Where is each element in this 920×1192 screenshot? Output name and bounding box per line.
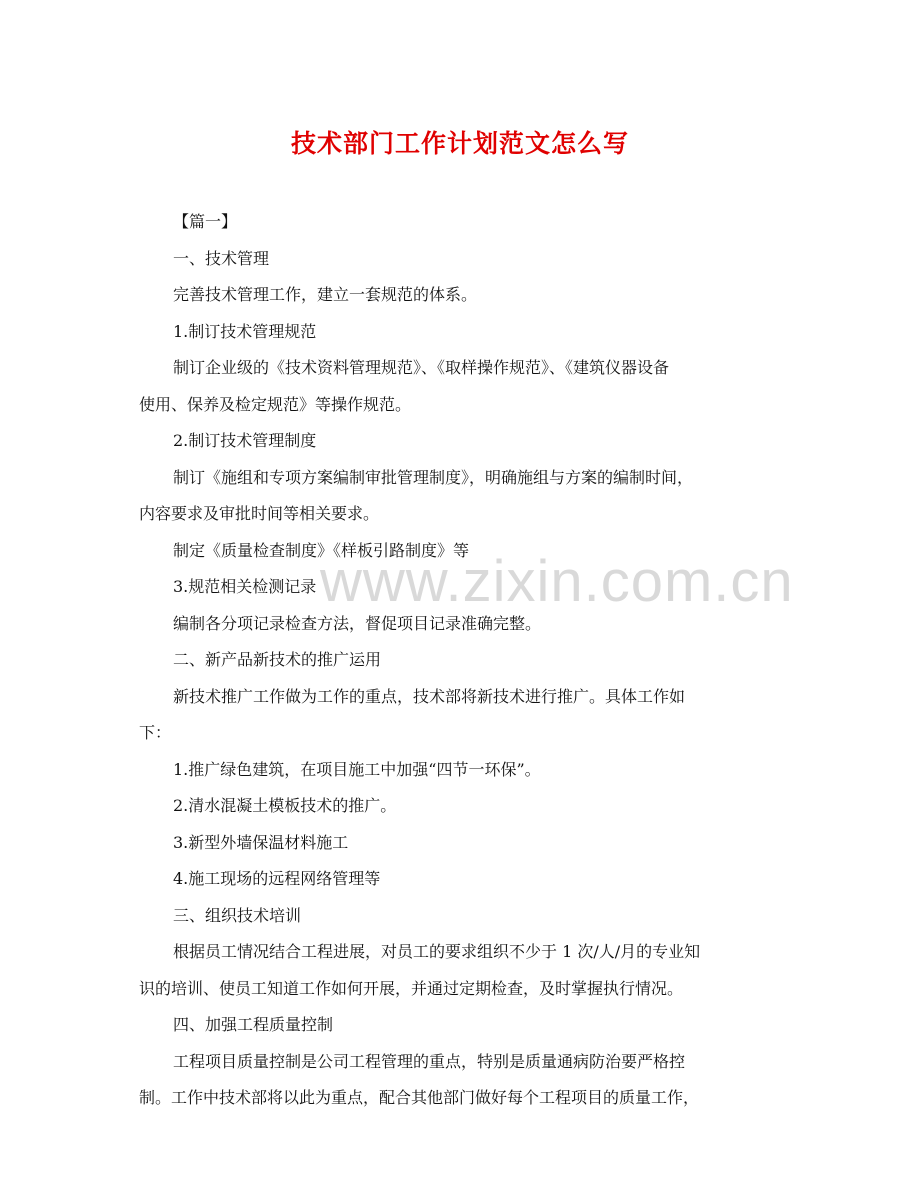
paragraph-line: 制订《施组和专项方案编制审批管理制度》，明确施组与方案的编制时间， xyxy=(173,467,694,487)
subheading: 1.制订技术管理规范 xyxy=(173,321,317,341)
watermark: www.zixin.com.cn xyxy=(320,549,794,614)
list-item: 4.施工现场的远程网络管理等 xyxy=(173,869,381,888)
list-item: 1.推广绿色建筑，在项目施工中加强“四节一环保”。 xyxy=(173,759,541,779)
list-item: 2.清水混凝土模板技术的推广。 xyxy=(173,796,397,815)
list-item: 3.新型外墙保温材料施工 xyxy=(173,832,349,852)
heading-quality-control: 四、加强工程质量控制 xyxy=(173,1015,334,1034)
paragraph-line: 使用、保养及检定规范》等操作规范。 xyxy=(139,394,412,414)
document-body xyxy=(139,204,781,1117)
paragraph-line: 识的培训、使员工知道工作如何开展，并通过定期检查，及时掌握执行情况。 xyxy=(139,978,684,998)
paragraph-line: 制。工作中技术部将以此为重点，配合其他部门做好每个工程项目的质量工作， xyxy=(139,1088,700,1107)
paragraph-line: 新技术推广工作做为工作的重点，技术部将新技术进行推广。具体工作如 xyxy=(173,686,686,706)
heading-technical-management: 一、技术管理 xyxy=(173,248,270,268)
paragraph-line: 内容要求及审批时间等相关要求。 xyxy=(139,504,380,523)
subheading: 2.制订技术管理制度 xyxy=(173,431,317,450)
paragraph: 编制各分项记录检查方法，督促项目记录准确完整。 xyxy=(173,613,542,633)
paragraph: 完善技术管理工作，建立一套规范的体系。 xyxy=(173,285,478,304)
document-title: 技术部门工作计划范文怎么写 xyxy=(290,129,629,158)
paragraph-line: 根据员工情况结合工程进展，对员工的要求组织不少于 1 次/人/月的专业知 xyxy=(173,942,701,961)
paragraph: 制定《质量检查制度》《样板引路制度》等 xyxy=(173,540,470,560)
paragraph-line: 下： xyxy=(139,723,172,742)
heading-training: 三、组织技术培训 xyxy=(173,905,302,925)
heading-new-technology: 二、新产品新技术的推广运用 xyxy=(173,650,382,669)
subheading: 3.规范相关检测记录 xyxy=(173,577,317,596)
paragraph-line: 制订企业级的《技术资料管理规范》、《取样操作规范》、《建筑仪器设备 xyxy=(173,358,670,377)
section-marker: 【篇一】 xyxy=(173,212,238,231)
paragraph-line: 工程项目质量控制是公司工程管理的重点，特别是质量通病防治要严格控 xyxy=(173,1051,686,1071)
